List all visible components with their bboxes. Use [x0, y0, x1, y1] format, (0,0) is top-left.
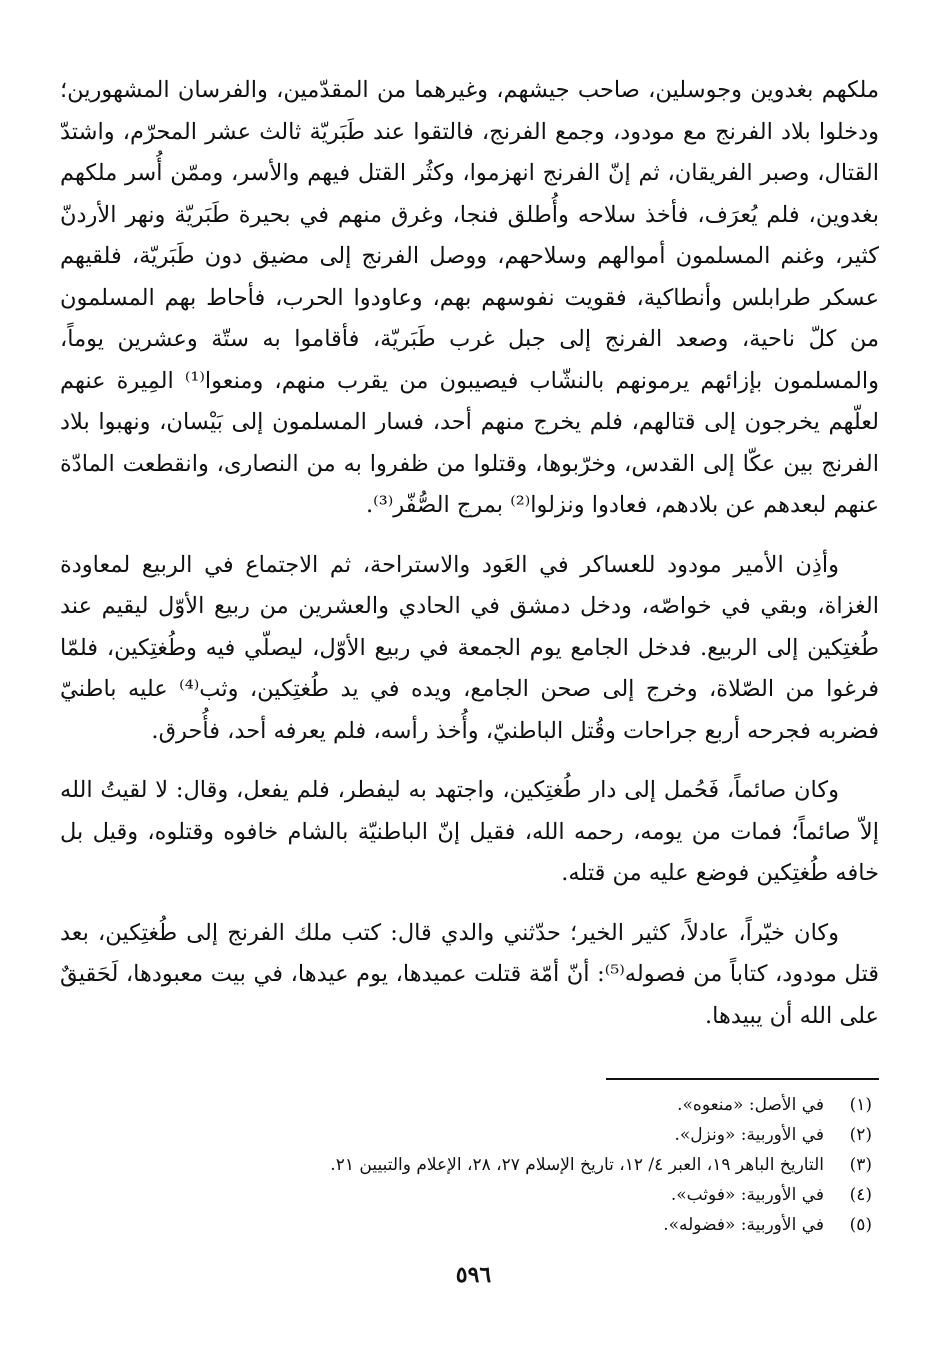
footnote-number: (٢) [849, 1125, 872, 1145]
paragraph-4: وكان خيّراً، عادلاً، كثير الخير؛ حدّثني والدي قال: كتب ملك الفرنج إلى طُغتِكين، بعد قتل مودود، كتاباً من فصوله⁽⁵⁾: أنّ أمّة قتلت عميدها، يوم عيدها، في بيت معبودها، لَحَقيقٌ على الله أن يبيدها. [60, 919, 879, 1029]
footnote-text: في الأوربية: «فضوله». [663, 1215, 824, 1235]
page-number: ٥٩٦ [455, 1262, 492, 1288]
main-text [60, 70, 879, 1037]
footnote-4 [60, 1180, 872, 1210]
paragraph-2: وأذِن الأمير مودود للعساكر في العَود والاستراحة، ثم الاجتماع في الربيع لمعاودة الغزاة، وبقي في خواصّه، ودخل دمشق في الحادي والعشرين من ربيع الأوّل ليقيم عند طُغتِكين إلى الربيع. فدخل الجامع يوم الجمعة في ربيع الأوّل، ليصلّي فيه وطُغتِكين، فلمّا فرغوا من الصّلاة، وخرج إلى صحن الجامع، ويده في يد طُغتِكين، وثب⁽⁴⁾ عليه باطنيّ فضربه فجرحه أربع جراحات وقُتل الباطنيّ، وأُخذ رأسه، فلم يعرفه أحد، فأُحرق. [60, 551, 879, 744]
footnote-5 [60, 1210, 872, 1240]
footnote-1 [60, 1090, 872, 1120]
footnote-text: في الأوربية: «فوثب». [670, 1185, 824, 1205]
footnote-text: التاريخ الباهر ١٩، العبر ٤/ ١٢، تاريخ الإسلام ٢٧، ٢٨، الإعلام والتبيين ٢١. [330, 1155, 824, 1175]
footnote-separator [606, 1078, 879, 1080]
footnote-number: (١) [849, 1095, 872, 1115]
footnote-number: (٤) [849, 1185, 872, 1205]
footnote-text: في الأصل: «منعوه». [677, 1095, 824, 1115]
paragraph-1: ملكهم بغدوين وجوسلين، صاحب جيشهم، وغيرهما من المقدّمين، والفرسان المشهورين؛ ودخلوا بلاد الفرنج مع مودود، وجمع الفرنج، فالتقوا عند طَبَريّة ثالث عشر المحرّم، واشتدّ القتال، وصبر الفريقان، ثم إنّ الفرنج انهزموا، وكثُر القتل فيهم والأسر، وممّن أُسر ملكهم بغدوين، فلم يُعرَف، فأخذ سلاحه وأُطلق فنجا، وغرق منهم في بحيرة طَبَريّة ونهر الأردنّ كثير، وغنم المسلمون أموالهم وسلاحهم، ووصل الفرنج إلى مضيق دون طَبَريّة، فلقيهم عسكر طرابلس وأنطاكية، فقويت نفوسهم بهم، وعاودوا الحرب، فأحاط بهم المسلمون من كلّ ناحية، وصعد الفرنج إلى جبل غرب طَبَريّة، فأقاموا به ستّة وعشرين يوماً، والمسلمون بإزائهم يرمونهم بالنشّاب فيصيبون من يقرب منهم، ومنعوا⁽¹⁾ المِيرة عنهم لعلّهم يخرجون إلى قتالهم، فلم يخرج منهم أحد، فسار المسلمون إلى بَيْسان، ونهبوا بلاد الفرنج بين عكّا إلى القدس، وخرّبوها، وقتلوا من ظفروا به من النصارى، وانقطعت المادّة عنهم لبعدهم عن بلادهم، فعادوا ونزلوا⁽²⁾ بمرج الصُّفّر⁽³⁾. [60, 77, 879, 518]
footnote-3 [60, 1150, 872, 1180]
paragraph-3: وكان صائماً، فَحُمل إلى دار طُغتِكين، واجتهد به ليفطر، فلم يفعل، وقال: لا لقيتُ الله إلاّ صائماً؛ فمات من يومه، رحمه الله، فقيل إنّ الباطنيّة بالشام خافوه وقتلوه، وقيل بل خافه طُغتِكين فوضع عليه من قتله. [60, 777, 879, 886]
footnote-number: (٥) [849, 1215, 872, 1235]
footnote-number: (٣) [849, 1155, 872, 1175]
footnote-2 [60, 1120, 872, 1150]
footnote-text: في الأوربية: «ونزل». [674, 1125, 824, 1145]
footnotes [60, 1090, 872, 1240]
